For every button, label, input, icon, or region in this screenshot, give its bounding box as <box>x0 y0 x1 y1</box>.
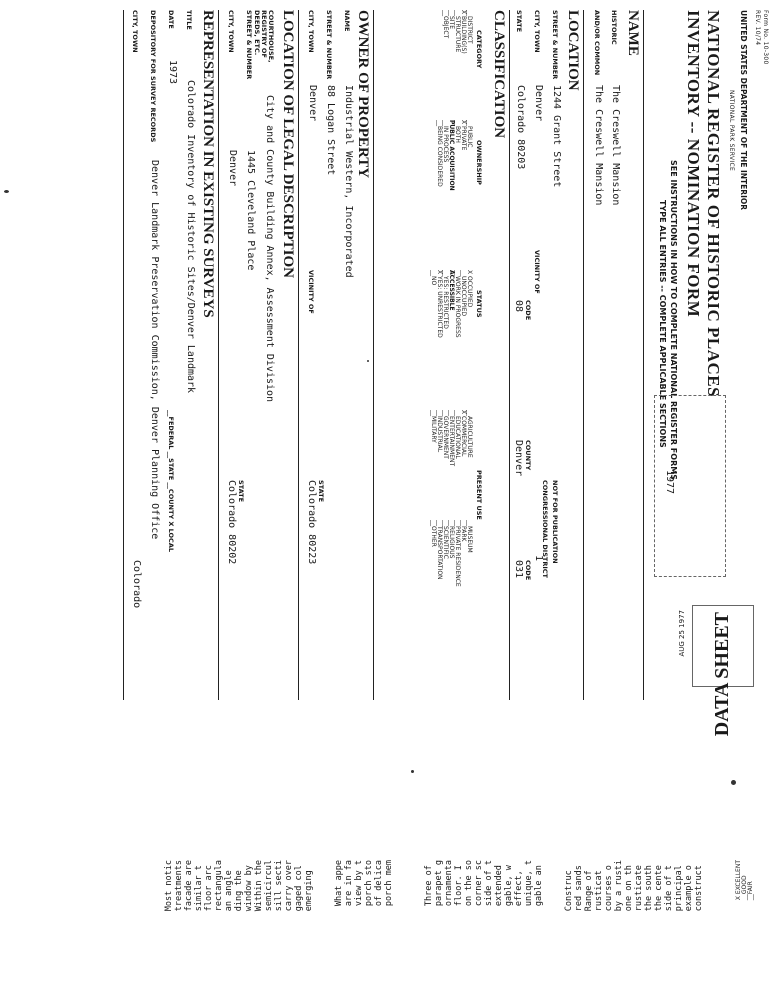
option-item: __STRUCTURE <box>454 10 461 53</box>
common-label: AND/OR COMMON <box>593 10 601 76</box>
courthouse-value: City and County Building Annex, Assessment Division <box>264 95 275 403</box>
description-col-2: Three of parapet g ornamenta floor. I on the so corner sc side of t extended gable, w effect, unique, t gable an <box>424 860 544 907</box>
option-item: X EXCELLENT <box>735 860 742 901</box>
owner-state: Colorado 80223 <box>306 480 317 565</box>
ownership-options <box>436 120 472 191</box>
option-item: ACCESSIBLE <box>448 270 455 311</box>
state-code: 08 <box>513 300 524 313</box>
received-date: 1977 <box>664 470 675 495</box>
option-item: __OBJECT <box>442 10 449 39</box>
option-item: X OCCUPIED <box>466 270 473 308</box>
option-item: __GOVERNMENT <box>442 410 449 459</box>
legal-street: 1445 Cleveland Place <box>245 150 256 271</box>
legal-city: Denver <box>227 150 238 187</box>
state-label: STATE <box>515 10 523 33</box>
status-options <box>430 270 472 338</box>
depository-city-label: CITY, TOWN <box>131 10 139 53</box>
divider <box>583 10 584 700</box>
present-use-options-1 <box>430 410 472 466</box>
option-item: __MILITARY <box>430 410 437 443</box>
courthouse-label: COURTHOUSE, REGISTRY OF DEEDS, ETC. <box>253 10 275 63</box>
section-location: LOCATION <box>565 10 581 91</box>
option-item: __OTHER <box>430 520 437 547</box>
scan-speck <box>4 190 9 193</box>
divider <box>298 10 299 700</box>
owner-name-label: NAME <box>343 10 351 32</box>
status-label: STATUS <box>475 290 483 318</box>
option-item: PUBLIC ACQUISITION <box>448 120 455 191</box>
legal-state-label: STATE <box>237 480 245 503</box>
owner-vicinity: VICINITY OF <box>307 270 315 314</box>
instructions-line1: SEE INSTRUCTIONS IN HOW TO COMPLETE NATIONAL REGISTER FORMS <box>669 160 678 480</box>
option-item: __EDUCATIONAL <box>454 410 461 459</box>
option-item: __BOTH <box>454 120 461 143</box>
district-label: CONGRESSIONAL DISTRICT <box>541 480 549 578</box>
survey-levels: __FEDERAL __STATE __COUNTY X LOCAL <box>167 410 175 553</box>
option-item: __SITE <box>448 10 455 30</box>
section-owner: OWNER OF PROPERTY <box>355 10 371 179</box>
city-value: Denver <box>533 85 544 122</box>
divider <box>373 10 374 700</box>
county-value: Denver <box>513 440 524 477</box>
option-item: __BEING CONSIDERED <box>436 120 443 187</box>
present-use-options-2 <box>430 520 472 587</box>
county-label: COUNTY <box>524 440 532 471</box>
county-code: 031 <box>513 560 524 579</box>
condition-options <box>736 860 754 900</box>
not-for-publication: NOT FOR PUBLICATION <box>551 480 559 564</box>
survey-date-label: DATE <box>167 10 175 29</box>
historic-label: HISTORIC <box>610 10 618 45</box>
option-item: __MUSEUM <box>466 520 473 553</box>
depository-value: Denver Landmark Preservation Commission, Denver Planning Office <box>149 160 160 540</box>
legal-state: Colorado 80202 <box>226 480 237 565</box>
option-item: __PARK <box>460 520 467 542</box>
divider <box>643 10 644 700</box>
option-item: __TRANSPORTATION <box>436 520 443 580</box>
survey-date: 1973 <box>167 60 178 85</box>
state-value: Colorado 80203 <box>515 85 526 170</box>
option-item: __UNOCCUPIED <box>460 270 467 317</box>
county-code-label: CODE <box>524 560 532 581</box>
survey-title: Colorado Inventory of Historic Sites/Denver Landmark <box>185 80 196 394</box>
category-options <box>442 10 472 54</box>
historic-value: The Creswell Mansion <box>610 85 621 206</box>
owner-name: Industrial Western, Incorporated <box>343 85 354 278</box>
owner-city: Denver <box>307 85 318 122</box>
option-item: __DISTRICT <box>466 10 473 44</box>
street-label: STREET & NUMBER <box>551 10 559 80</box>
service-name: NATIONAL PARK SERVICE <box>728 90 735 172</box>
option-item: __SCIENTIFIC <box>442 520 449 559</box>
depository-state: Colorado <box>131 560 142 609</box>
option-item: __AGRICULTURE <box>466 410 473 458</box>
option-item: X YES: UNRESTRICTED <box>436 270 443 338</box>
option-item: X PRIVATE <box>460 120 467 151</box>
option-item: __ENTERTAINMENT <box>448 410 455 467</box>
description-col-1: Construc red sands Range of rusticat courses o by a rusti one on th rusticate the south the cente side of t principal example o construct <box>564 860 704 912</box>
ownership-label: OWNERSHIP <box>475 140 483 185</box>
option-item: __IN PROCESS <box>442 120 449 163</box>
owner-city-label: CITY, TOWN <box>307 10 315 53</box>
option-item: __GOOD <box>741 875 748 901</box>
section-legal: LOCATION OF LEGAL DESCRIPTION <box>280 10 296 278</box>
option-item: __PUBLIC <box>466 120 473 148</box>
street-value: 1244 Grant Street <box>551 85 562 188</box>
vicinity-label: VICINITY OF <box>533 250 541 294</box>
section-name: NAME <box>625 10 641 56</box>
legal-city-label: CITY, TOWN <box>227 10 235 53</box>
divider <box>509 10 510 700</box>
common-value: The Creswell Mansion <box>593 85 604 206</box>
option-item: __PRIVATE RESIDENCE <box>454 520 461 587</box>
survey-title-label: TITLE <box>185 10 193 30</box>
present-use-label: PRESENT USE <box>475 470 483 520</box>
option-item: __FAIR <box>747 881 754 901</box>
code-label: CODE <box>524 300 532 321</box>
option-item: X BUILDING(S) <box>460 10 467 54</box>
option-item: __YES: RESTRICTED <box>442 270 449 329</box>
scan-speck <box>731 780 736 785</box>
form-title-line2: INVENTORY -- NOMINATION FORM <box>684 10 703 318</box>
city-label: CITY, TOWN <box>533 10 541 53</box>
form-number: Form No. 10-300 <box>762 10 769 65</box>
option-item: __RELIGIOUS <box>448 520 455 559</box>
section-representation: REPRESENTATION IN EXISTING SURVEYS <box>200 10 216 318</box>
option-item: __NO <box>430 270 437 286</box>
option-item: X COMMERCIAL <box>460 410 467 457</box>
agency-name: UNITED STATES DEPARTMENT OF THE INTERIOR <box>739 10 748 211</box>
option-item: __INDUSTRIAL <box>436 410 443 453</box>
instructions-line2: TYPE ALL ENTRIES -- COMPLETE APPLICABLE SECTIONS <box>658 200 667 448</box>
description-col-4: Most notic treatments facade are similar t floor arc rectangula an angle ding the window by Within the semicircul sill secti carry over gaged col emerging <box>164 860 314 912</box>
district-value: 1 <box>533 555 544 562</box>
scan-speck <box>367 360 369 362</box>
section-classification: CLASSIFICATION <box>491 10 507 139</box>
data-sheet-label: DATA SHEET <box>711 612 733 737</box>
scan-speck <box>411 770 414 773</box>
description-col-3: What appe are in fa view by t porch sto of delica porch mem <box>334 860 394 907</box>
owner-state-label: STATE <box>317 480 325 503</box>
form-date: REV. 10/74 <box>754 10 761 46</box>
owner-street: 88 Logan Street <box>325 85 336 176</box>
owner-street-label: STREET & NUMBER <box>325 10 333 80</box>
divider <box>218 10 219 700</box>
data-sheet-date: AUG 25 1977 <box>678 610 686 657</box>
option-item: __WORK IN PROGRESS <box>454 270 461 338</box>
category-label: CATEGORY <box>475 30 483 69</box>
divider <box>123 10 124 700</box>
form-title-line1: NATIONAL REGISTER OF HISTORIC PLACES <box>704 10 723 398</box>
depository-label: DEPOSITORY FOR SURVEY RECORDS <box>149 10 157 143</box>
legal-street-label: STREET & NUMBER <box>245 10 253 80</box>
